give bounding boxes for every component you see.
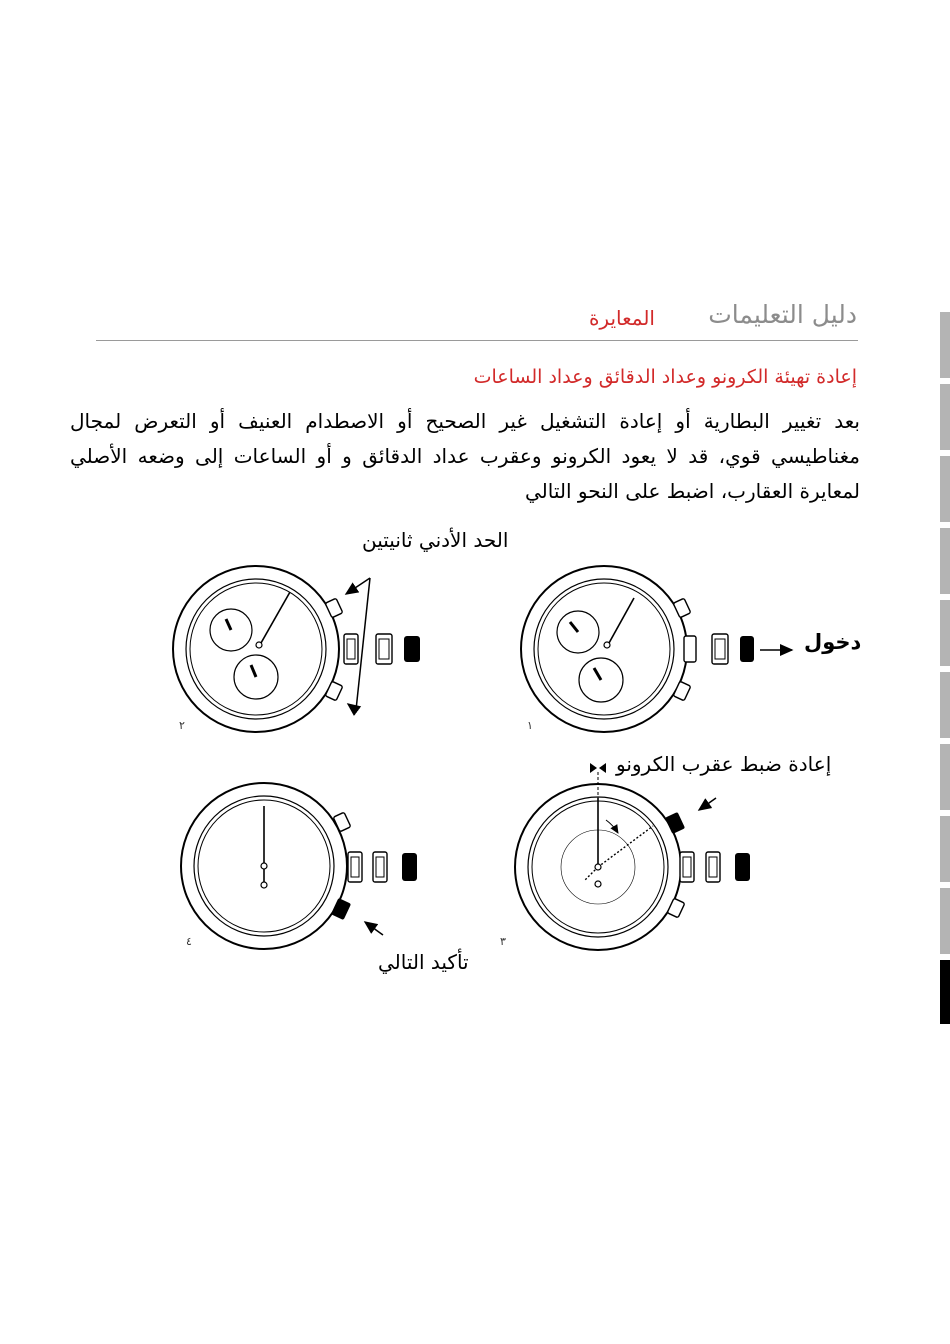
chapter-tab-2[interactable] bbox=[940, 384, 950, 450]
watch-step-1 bbox=[521, 566, 792, 732]
chapter-tab-1[interactable] bbox=[940, 312, 950, 378]
chapter-tab-active[interactable] bbox=[940, 960, 950, 1024]
section-title: المعايرة bbox=[588, 306, 655, 330]
watch-step-4 bbox=[181, 783, 417, 949]
chapter-tab-7[interactable] bbox=[940, 744, 950, 810]
step-number-1: ١ bbox=[527, 719, 533, 732]
chapter-tab-9[interactable] bbox=[940, 888, 950, 954]
chapter-tab-3[interactable] bbox=[940, 456, 950, 522]
section-heading: إعادة تهيئة الكرونو وعداد الدقائق وعداد الساعات bbox=[473, 366, 857, 388]
watch-step-3 bbox=[515, 763, 750, 950]
chapter-tab-4[interactable] bbox=[940, 528, 950, 594]
chapter-tab-8[interactable] bbox=[940, 816, 950, 882]
chapter-tab-5[interactable] bbox=[940, 600, 950, 666]
chapter-tab-6[interactable] bbox=[940, 672, 950, 738]
step-number-3: ٣ bbox=[500, 935, 506, 948]
enter-label: دخول bbox=[804, 630, 862, 654]
min-two-seconds-label: الحد الأدني ثانيتين bbox=[362, 528, 509, 552]
confirm-next-label: تأكيد التالي bbox=[378, 950, 469, 974]
watch-step-2 bbox=[173, 566, 420, 732]
reset-chrono-hand-label: إعادة ضبط عقرب الكرونو bbox=[616, 752, 832, 776]
instructions-paragraph: بعد تغيير البطارية أو إعادة التشغيل غير الصحيح أو الاصطدام العنيف أو التعرض لمجال مغناطيسي قوي، قد لا يعود الكرونو وعقرب عداد الدقائق و أو الساعات إلى وضعه الأصلي لمعايرة العقارب، اضبط على النحو التالي bbox=[70, 409, 860, 503]
step-number-2: ٢ bbox=[179, 719, 185, 732]
step-number-4: ٤ bbox=[186, 935, 192, 948]
manual-title: دليل التعليمات bbox=[708, 300, 857, 329]
